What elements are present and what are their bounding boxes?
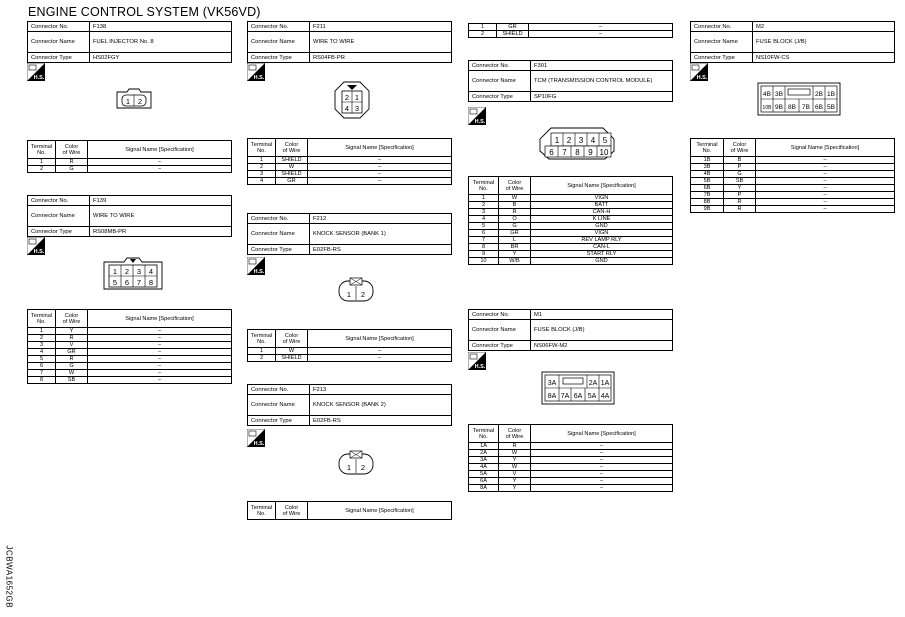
svg-text:3A: 3A	[547, 380, 557, 387]
svg-text:7: 7	[562, 148, 567, 157]
terminal-table-f213: Terminal No. Color of Wire Signal Name [Specification]	[247, 501, 452, 520]
connector-face-m1	[541, 371, 615, 405]
table-row: 3A Y –	[469, 457, 673, 464]
connector-info-f138: Connector No. F138 Connector Name FUEL INJECTOR No. 8 Connector Type HS02FGY	[27, 21, 232, 63]
svg-text:1: 1	[125, 97, 131, 106]
connector-info-f213: Connector No. F213 Connector Name KNOCK SENSOR (BANK 2) Connector Type E02FB-RS	[247, 384, 452, 426]
svg-text:5A: 5A	[587, 393, 597, 400]
svg-text:6B: 6B	[815, 104, 823, 111]
connector-info-f301: Connector No. F301 Connector Name TCM (TRANSMISSION CONTROL MODULE) Connector Type SP10FG	[468, 60, 673, 102]
svg-text:6: 6	[124, 278, 130, 287]
terminal-table-m1: Terminal No. Color of Wire Signal Name [Specification] 1A R – 2A W – 3A Y – 4A W – 5A V – 6A Y – 8A Y –	[468, 424, 673, 492]
connector-info-f212: Connector No. F212 Connector Name KNOCK SENSOR (BANK 1) Connector Type E02FB-RS	[247, 213, 452, 255]
drawing-code: JCBWA1652GB	[4, 545, 14, 609]
svg-text:2A: 2A	[588, 380, 598, 387]
table-row: 6 GR VIGN	[469, 230, 673, 237]
table-row: 2 SHIELD –	[469, 31, 673, 38]
table-row: 2 SHIELD –	[248, 355, 452, 362]
svg-text:2: 2	[566, 136, 572, 145]
terminal-table-f211: Terminal No. Color of Wire Signal Name [Specification] 1 SHIELD – 2 W – 3 SHIELD – 4 GR –	[247, 138, 452, 185]
svg-text:2: 2	[137, 97, 143, 106]
table-row: 1 W VIGN	[469, 195, 673, 202]
svg-text:3: 3	[136, 267, 142, 276]
hs-connector-icon	[690, 63, 708, 81]
connector-info-m2: Connector No. M2 Connector Name FUSE BLOCK (J/B) Connector Type NS10FW-CS	[690, 21, 895, 63]
table-row: 9 Y START RLY	[469, 251, 673, 258]
table-row: 4A W –	[469, 464, 673, 471]
svg-text:1B: 1B	[827, 91, 835, 98]
svg-text:H.S.: H.S.	[253, 75, 265, 81]
table-row: 4 GR –	[248, 178, 452, 185]
table-row: 4 GR –	[28, 349, 232, 356]
svg-text:2: 2	[360, 463, 366, 472]
svg-text:5: 5	[602, 136, 608, 145]
hs-connector-icon	[27, 237, 45, 255]
terminal-table-f213-continued	[468, 23, 673, 38]
svg-text:4: 4	[344, 104, 350, 113]
table-row: 1B B –	[691, 157, 895, 164]
svg-text:7A: 7A	[560, 393, 570, 400]
svg-text:4: 4	[148, 267, 154, 276]
svg-text:3B: 3B	[775, 91, 783, 98]
svg-text:1: 1	[554, 136, 560, 145]
hs-connector-icon	[247, 63, 265, 81]
svg-text:H.S.: H.S.	[253, 269, 265, 275]
table-row: 2 W –	[248, 164, 452, 171]
svg-text:1: 1	[346, 463, 352, 472]
svg-text:9: 9	[588, 148, 593, 157]
table-row: 1 GR –	[469, 24, 673, 31]
table-row: 7B P –	[691, 192, 895, 199]
table-row: 5B SB –	[691, 178, 895, 185]
table-row: 3 R CAN-H	[469, 209, 673, 216]
connector-face-f212	[336, 277, 376, 303]
terminal-table-f139: Terminal No. Color of Wire Signal Name [Specification] 1 Y – 2 R – 3 V – 4 GR – 5 R – 6 G – 7 W – 8 SB –	[27, 309, 232, 384]
terminal-table-m2: Terminal No. Color of Wire Signal Name [Specification] 1B B – 3B P – 4B G – 5B SB – 6B Y – 7B P – 8B R – 9B R –	[690, 138, 895, 213]
svg-text:8: 8	[575, 148, 580, 157]
svg-text:4: 4	[590, 136, 596, 145]
svg-text:4B: 4B	[763, 91, 771, 98]
table-row: 7 L REV LAMP RLY	[469, 237, 673, 244]
connector-face-f213	[336, 450, 376, 476]
table-row: 2 B BATT	[469, 202, 673, 209]
svg-text:8: 8	[148, 278, 154, 287]
svg-text:8A: 8A	[547, 393, 557, 400]
svg-text:H.S.: H.S.	[33, 249, 45, 255]
svg-text:10B: 10B	[762, 105, 772, 111]
svg-text:2B: 2B	[815, 91, 823, 98]
connector-face-f139	[100, 256, 166, 292]
table-row: 6A Y –	[469, 478, 673, 485]
svg-text:9B: 9B	[775, 104, 783, 111]
svg-text:H.S.: H.S.	[474, 364, 486, 370]
table-row: 4 O K LINE	[469, 216, 673, 223]
table-row: 2 R –	[28, 335, 232, 342]
svg-text:7B: 7B	[802, 104, 810, 111]
svg-text:1: 1	[112, 267, 118, 276]
connector-face-m2	[757, 82, 841, 116]
table-row: 3 SHIELD –	[248, 171, 452, 178]
table-row: 1 SHIELD –	[248, 157, 452, 164]
svg-text:2: 2	[360, 290, 366, 299]
hs-connector-icon	[468, 107, 486, 125]
table-row: 5 R –	[28, 356, 232, 363]
table-row: 8B R –	[691, 199, 895, 206]
connector-info-f211: Connector No. F211 Connector Name WIRE TO WIRE Connector Type RS04FB-PR	[247, 21, 452, 63]
svg-text:H.S.: H.S.	[474, 119, 486, 125]
hs-connector-icon	[247, 429, 265, 447]
connector-face-f138	[114, 88, 154, 110]
connector-info-f139: Connector No. F139 Connector Name WIRE TO WIRE Connector Type RS08MB-PR	[27, 195, 232, 237]
svg-text:H.S.: H.S.	[253, 441, 265, 447]
table-row: 9B R –	[691, 206, 895, 213]
table-row: 2 G –	[28, 166, 232, 173]
hs-connector-icon	[27, 63, 45, 81]
table-row: 1 W –	[248, 348, 452, 355]
connector-info-m1: Connector No. M1 Connector Name FUSE BLOCK (J/B) Connector Type NS06FW-M2	[468, 309, 673, 351]
svg-text:7: 7	[136, 278, 142, 287]
terminal-table-f301: Terminal No. Color of Wire Signal Name [Specification] 1 W VIGN 2 B BATT 3 R CAN-H 4 O K LINE 5 G GND 6 GR VIGN 7 L REV LAMP RLY 8 BR CAN-L 9 Y START RLY 10 W/B GND	[468, 176, 673, 265]
svg-text:6: 6	[549, 148, 554, 157]
svg-text:3: 3	[578, 136, 584, 145]
table-row: 8 BR CAN-L	[469, 244, 673, 251]
svg-text:5: 5	[112, 278, 118, 287]
table-row: 1 Y –	[28, 328, 232, 335]
svg-text:8B: 8B	[788, 104, 796, 111]
svg-text:2: 2	[344, 93, 350, 102]
table-row: 6 G –	[28, 363, 232, 370]
svg-text:1: 1	[354, 93, 360, 102]
hs-connector-icon	[247, 257, 265, 275]
svg-text:1A: 1A	[600, 380, 610, 387]
table-row: 5 G GND	[469, 223, 673, 230]
svg-text:10: 10	[599, 148, 609, 157]
svg-text:3: 3	[354, 104, 360, 113]
table-row: 7 W –	[28, 370, 232, 377]
terminal-table-f212: Terminal No. Color of Wire Signal Name [Specification] 1 W – 2 SHIELD –	[247, 329, 452, 362]
table-row: 8 SB –	[28, 377, 232, 384]
svg-text:6A: 6A	[573, 393, 583, 400]
svg-text:H.S.: H.S.	[696, 75, 708, 81]
table-row: 8A Y –	[469, 485, 673, 492]
table-row: 1 R –	[28, 159, 232, 166]
page-title: ENGINE CONTROL SYSTEM (VK56VD)	[28, 5, 261, 19]
table-row: 6B Y –	[691, 185, 895, 192]
svg-text:5B: 5B	[827, 104, 835, 111]
table-row: 3B P –	[691, 164, 895, 171]
table-row: 3 V –	[28, 342, 232, 349]
connector-face-f211	[333, 80, 371, 120]
table-row: 5A V –	[469, 471, 673, 478]
svg-text:2: 2	[124, 267, 130, 276]
connector-face-f301	[537, 125, 617, 161]
hs-connector-icon	[468, 352, 486, 370]
table-row: 2A W –	[469, 450, 673, 457]
svg-text:1: 1	[346, 290, 352, 299]
svg-text:H.S.: H.S.	[33, 75, 45, 81]
svg-text:4A: 4A	[600, 393, 610, 400]
terminal-table-f138: Terminal No. Color of Wire Signal Name [Specification] 1 R – 2 G –	[27, 140, 232, 173]
table-row: 1A R –	[469, 443, 673, 450]
table-row: 4B G –	[691, 171, 895, 178]
table-row: 10 W/B GND	[469, 258, 673, 265]
